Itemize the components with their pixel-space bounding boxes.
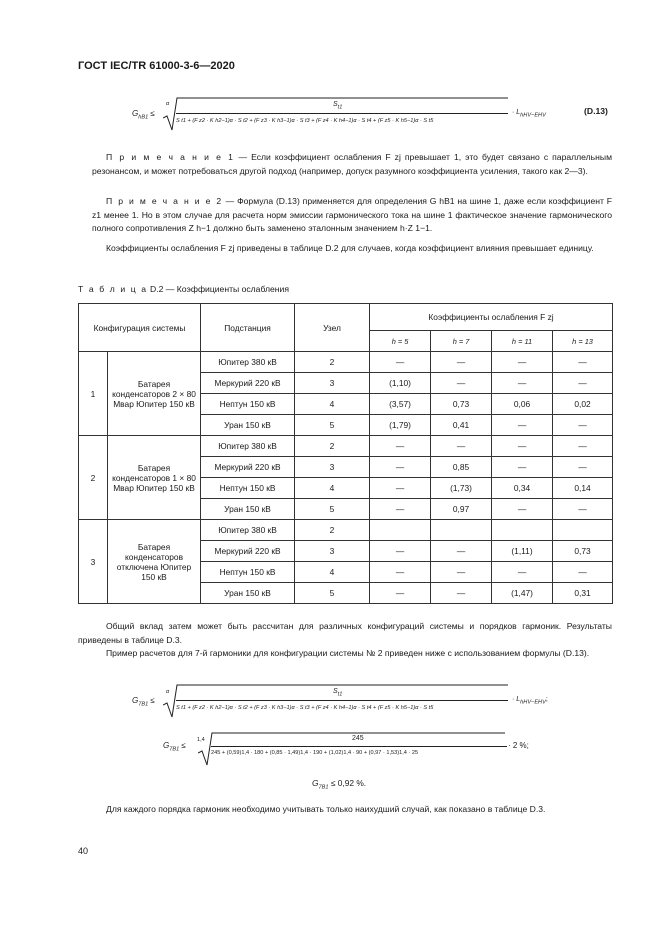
value-cell: 0,14: [553, 478, 613, 499]
value-cell: 0,02: [553, 394, 613, 415]
value-cell: (1,79): [370, 415, 431, 436]
value-cell: 0,73: [553, 541, 613, 562]
paragraph-attenuation: Коэффициенты ослабления F zj приведены в таблице D.2 для случаев, когда коэффициент влияния превышает единицу.: [106, 243, 594, 253]
value-cell: [553, 520, 613, 541]
node-cell: 3: [295, 457, 370, 478]
note-2: П р и м е ч а н и е 2 — Формула (D.13) применяется для определения G hB1 на шине 1, даже если коэффициент F z1 менее 1. Но в этом случае для расчета норм эмиссии гармонического тока на шине 1 фактическое значение гармонического полного сопротивления Z h−1 должно быть заменено эталонным значением h·Z 1−1.: [92, 196, 612, 234]
formula3-fraction-bar: [211, 746, 507, 747]
value-cell: —: [553, 415, 613, 436]
node-cell: 2: [295, 352, 370, 373]
value-cell: —: [431, 352, 492, 373]
formula4: $G_{7B1} \le 0,92$ %.: [312, 778, 367, 791]
value-cell: —: [370, 478, 431, 499]
value-cell: —: [492, 436, 553, 457]
config-desc: Батарея конденсаторов 1 × 80 Мвар Юпитер 150 кВ: [108, 436, 201, 520]
node-cell: 2: [295, 436, 370, 457]
config-id: 3: [79, 520, 108, 604]
node-cell: 3: [295, 373, 370, 394]
value-cell: —: [492, 562, 553, 583]
value-cell: 0,06: [492, 394, 553, 415]
value-cell: [431, 520, 492, 541]
value-cell: 0,34: [492, 478, 553, 499]
value-cell: —: [431, 583, 492, 604]
value-cell: —: [370, 562, 431, 583]
formula3-numerator: 245: [352, 735, 364, 742]
node-cell: 5: [295, 415, 370, 436]
value-cell: —: [370, 541, 431, 562]
attenuation-table: [78, 303, 613, 604]
substation-cell: Юпитер 380 кВ: [201, 520, 295, 541]
config-desc: Батарея конденсаторов 2 × 80 Мвар Юпитер 150 кВ: [108, 352, 201, 436]
formula2-denominator: S t1 + (F z2 · K h2−1)α · S t2 + (F z3 · K h3−1)α · S t3 + (F z4 · K h4−1)α · S t4 + (F z5 · K h5−1)α · S t5: [176, 705, 434, 711]
value-cell: —: [370, 583, 431, 604]
value-cell: 0,41: [431, 415, 492, 436]
header-config: Конфигурация системы: [79, 304, 201, 352]
substation-cell: Нептун 150 кВ: [201, 394, 295, 415]
formula-d13-denominator: S t1 + (F z2 · K h2−1)α · S t2 + (F z3 · K h3−1)α · S t3 + (F z4 · K h4−1)α · S t4 + (F z5 · K h5−1)α · S t5: [176, 118, 434, 124]
value-cell: (1,11): [492, 541, 553, 562]
value-cell: —: [370, 499, 431, 520]
value-cell: —: [553, 352, 613, 373]
value-cell: —: [370, 457, 431, 478]
value-cell: (1,73): [431, 478, 492, 499]
substation-cell: Юпитер 380 кВ: [201, 352, 295, 373]
node-cell: 5: [295, 583, 370, 604]
value-cell: —: [370, 436, 431, 457]
substation-cell: Меркурий 220 кВ: [201, 457, 295, 478]
value-cell: —: [492, 457, 553, 478]
substation-cell: Нептун 150 кВ: [201, 478, 295, 499]
header-coefficients: Коэффициенты ослабления F zj: [370, 304, 613, 331]
substation-cell: Уран 150 кВ: [201, 583, 295, 604]
substation-cell: Уран 150 кВ: [201, 499, 295, 520]
value-cell: —: [492, 373, 553, 394]
substation-cell: Юпитер 380 кВ: [201, 436, 295, 457]
value-cell: —: [431, 562, 492, 583]
value-cell: (1,47): [492, 583, 553, 604]
substation-cell: Меркурий 220 кВ: [201, 373, 295, 394]
value-cell: 0,73: [431, 394, 492, 415]
value-cell: —: [492, 352, 553, 373]
paragraph-worst-case: Для каждого порядка гармоник необходимо учитывать только наихудший случай, как показано в таблице D.3.: [106, 804, 546, 814]
formula-d13-root-index: α: [166, 101, 170, 107]
substation-cell: Уран 150 кВ: [201, 415, 295, 436]
value-cell: 0,97: [431, 499, 492, 520]
header-h11: h = 11: [492, 331, 553, 352]
value-cell: —: [431, 541, 492, 562]
value-cell: 0,31: [553, 583, 613, 604]
node-cell: 4: [295, 394, 370, 415]
header-h7: h = 7: [431, 331, 492, 352]
header-h13: h = 13: [553, 331, 613, 352]
table-row: [79, 520, 613, 541]
table-caption: Т а б л и ц а D.2 — Коэффициенты ослабления: [78, 284, 289, 294]
table-row: [79, 352, 613, 373]
value-cell: [370, 520, 431, 541]
formula3-root-index: 1,4: [197, 737, 205, 743]
page-header: ГОСТ IEC/TR 61000-3-6—2020: [78, 60, 235, 72]
value-cell: (3,57): [370, 394, 431, 415]
formula2-suffix: · $L_{hHV-EHV}$;: [512, 696, 548, 706]
page-number: 40: [78, 846, 89, 856]
formula-d13-lhs: $G_{hB1}$ ≤: [132, 109, 155, 121]
node-cell: 2: [295, 520, 370, 541]
value-cell: —: [492, 499, 553, 520]
header-h5: h = 5: [370, 331, 431, 352]
paragraph-example: Пример расчетов для 7-й гармоники для конфигурации системы № 2 приведен ниже с использованием формулы (D.13).: [106, 648, 590, 658]
formula-d13-suffix: · $L_{hHV-EHV}$: [512, 109, 546, 119]
formula3-denominator: 245 + (0,59)1,4 · 180 + (0,85 · 1,49)1,4 · 190 + (1,02)1,4 · 90 + (0,97 · 1,53)1,4 · 25: [211, 750, 419, 756]
value-cell: (1,10): [370, 373, 431, 394]
header-substation: Подстанция: [201, 304, 295, 352]
value-cell: —: [553, 499, 613, 520]
value-cell: 0,85: [431, 457, 492, 478]
table-row: [79, 436, 613, 457]
formula-d13-numerator: $S_{t1}$: [333, 101, 343, 111]
value-cell: —: [553, 562, 613, 583]
header-node: Узел: [295, 304, 370, 352]
node-cell: 3: [295, 541, 370, 562]
substation-cell: Нептун 150 кВ: [201, 562, 295, 583]
value-cell: —: [431, 436, 492, 457]
config-id: 2: [79, 436, 108, 520]
value-cell: [492, 520, 553, 541]
formula2-numerator: $S_{t1}$: [333, 688, 343, 698]
value-cell: —: [431, 373, 492, 394]
value-cell: —: [492, 415, 553, 436]
node-cell: 5: [295, 499, 370, 520]
formula3-suffix: · 2 %;: [508, 741, 529, 750]
paragraph-total: Общий вклад затем может быть рассчитан для различных конфигураций системы и порядков гармоник. Результаты приведены в таблице D.3.: [78, 621, 612, 645]
substation-cell: Меркурий 220 кВ: [201, 541, 295, 562]
config-desc: Батарея конденсаторов отключена Юпитер 150 кВ: [108, 520, 201, 604]
value-cell: —: [370, 352, 431, 373]
formula2-lhs: $G_{7B1}$ ≤: [132, 696, 155, 708]
config-id: 1: [79, 352, 108, 436]
formula-d13-number: (D.13): [584, 106, 608, 116]
node-cell: 4: [295, 478, 370, 499]
note-1: П р и м е ч а н и е 1 — Если коэффициент ослабления F zj превышает 1, это будет связано с параллельным резонансом, и может потребоваться другой подход (например, допуск разумного коэффициента усиления, такого как 2—3).: [92, 152, 612, 176]
value-cell: —: [553, 436, 613, 457]
value-cell: —: [553, 373, 613, 394]
formula2-root-index: α: [166, 689, 170, 695]
node-cell: 4: [295, 562, 370, 583]
formula3-lhs: $G_{7B1}$ ≤: [163, 741, 186, 753]
formula-d13-fraction-bar: [176, 113, 508, 114]
value-cell: —: [553, 457, 613, 478]
formula2-fraction-bar: [176, 700, 508, 701]
